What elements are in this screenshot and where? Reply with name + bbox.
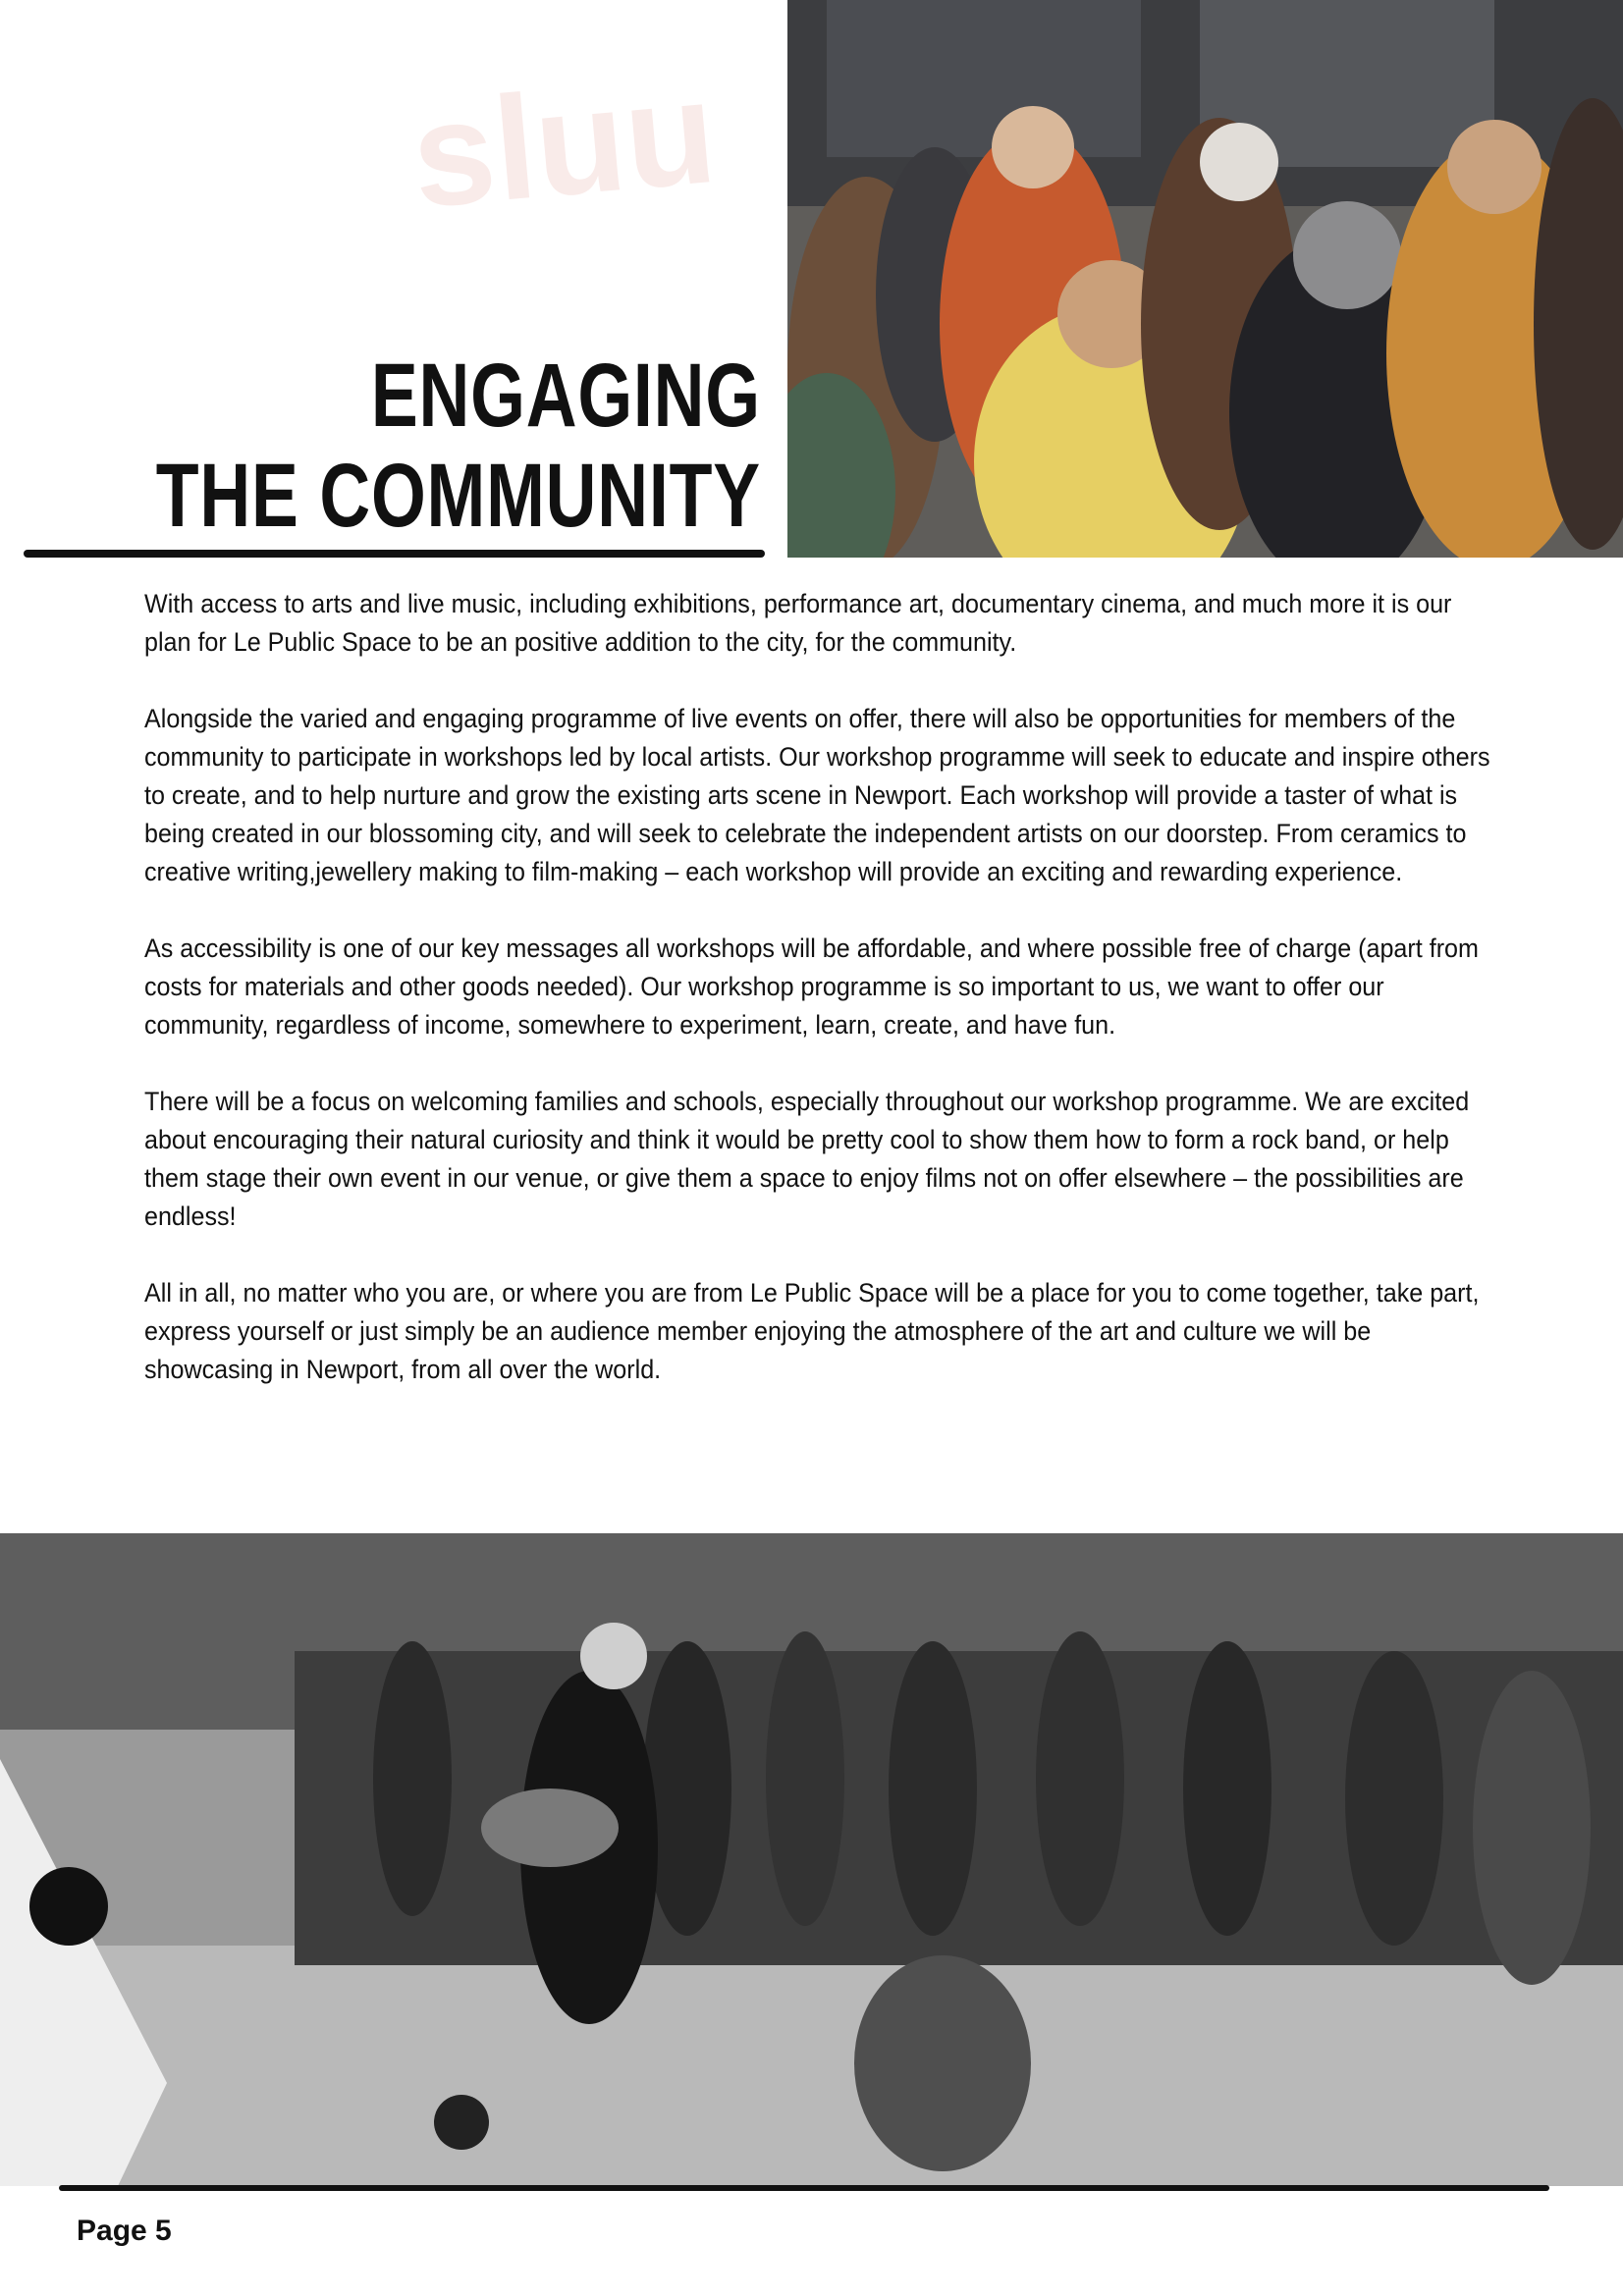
paragraph: As accessibility is one of our key messages all workshops will be affordable, and where possible free of charge (apart from costs for materials and other goods needed). Our workshop programme is so important to us, we want to offer our community, regardless of income, somewhere to experiment, learn, create, and have fun. bbox=[144, 934, 1479, 1040]
heading-divider bbox=[24, 550, 765, 558]
busker-photo bbox=[0, 1533, 1623, 2186]
page-heading bbox=[156, 346, 761, 546]
page-number: Page 5 bbox=[77, 2215, 172, 2247]
heading-line-1: ENGAGING bbox=[371, 346, 761, 446]
watermark-logo: sluu bbox=[406, 47, 723, 240]
footer-divider bbox=[59, 2185, 1549, 2191]
crowd-photo bbox=[787, 0, 1623, 558]
paragraph: With access to arts and live music, including exhibitions, performance art, documentary cinema, and much more it is our plan for Le Public Space to be an positive addition to the city, for the community. bbox=[144, 589, 1452, 657]
paragraph: There will be a focus on welcoming families and schools, especially throughout our workshop programme. We are excited about encouraging their natural curiosity and think it would be pretty cool to show them how to form a rock band, or help them stage their own event in our venue, or give them a space to enjoy films not on offer elsewhere – the possibilities are endless! bbox=[144, 1087, 1470, 1231]
heading-line-2: THE COMMUNITY bbox=[155, 446, 761, 546]
paragraph: All in all, no matter who you are, or where you are from Le Public Space will be a place for you to come together, take part, express yourself or just simply be an audience member enjoying the atmosphere of the art and culture we will be showcasing in Newport, from all over the world. bbox=[144, 1278, 1480, 1384]
body-text bbox=[144, 585, 1499, 1427]
paragraph: Alongside the varied and engaging programme of live events on offer, there will also be opportunities for members of the community to participate in workshops led by local artists. Our workshop programme will seek to educate and inspire others to create, and to help nurture and grow the existing arts scene in Newport. Each workshop will provide a taster of what is being created in our blossoming city, and will seek to celebrate the independent artists on our doorstep. From ceramics to creative writing,jewellery making to film-making – each workshop will provide an exciting and rewarding experience. bbox=[144, 704, 1490, 886]
